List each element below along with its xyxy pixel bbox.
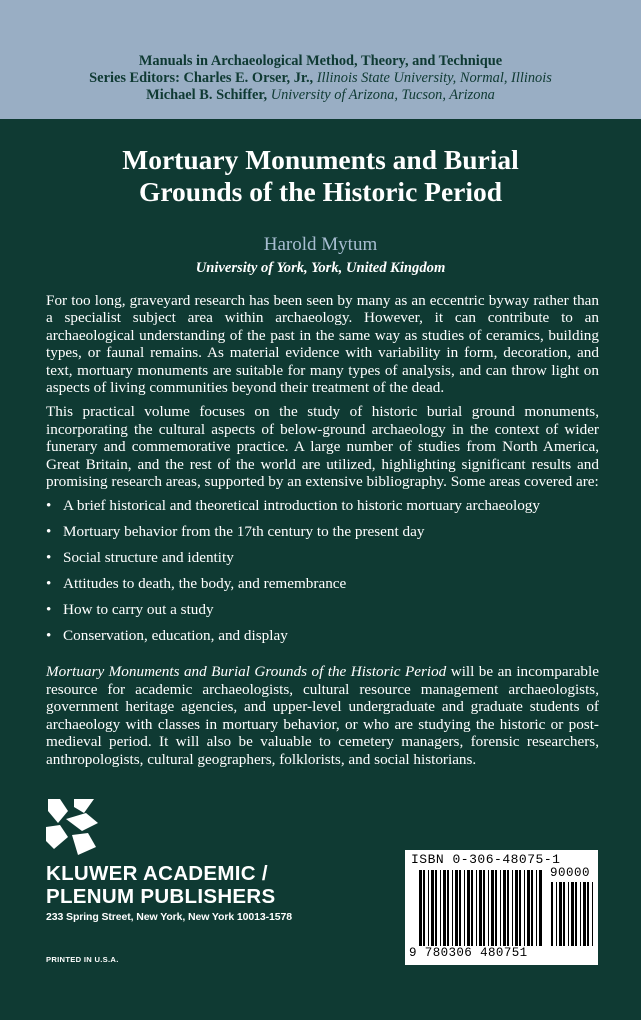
barcode-block bbox=[405, 850, 598, 965]
barcode-bar bbox=[524, 870, 525, 946]
barcode-bar bbox=[488, 870, 489, 946]
barcode-bar bbox=[519, 870, 521, 946]
list-item: • How to carry out a study bbox=[46, 601, 214, 619]
series-editor-2-affiliation: University of Arizona, Tucson, Arizona bbox=[270, 87, 495, 103]
series-header bbox=[0, 0, 641, 119]
barcode-bar bbox=[447, 870, 449, 946]
list-item: • Attitudes to death, the body, and remembrance bbox=[46, 575, 347, 593]
barcode-bar bbox=[559, 882, 562, 946]
barcode-bar bbox=[587, 882, 589, 946]
book-author: Harold Mytum bbox=[263, 234, 378, 255]
barcode-bar bbox=[464, 870, 465, 946]
publisher-name-line-1: KLUWER ACADEMIC / bbox=[46, 862, 268, 885]
barcode-bar bbox=[563, 882, 565, 946]
barcode-bar bbox=[435, 870, 437, 946]
bullet-icon: • bbox=[46, 549, 52, 567]
barcode-bar bbox=[455, 870, 458, 946]
barcode-bar bbox=[476, 870, 477, 946]
barcode-bar bbox=[479, 870, 482, 946]
list-item: • A brief historical and theoretical introduction to historic mortuary archaeology bbox=[46, 497, 540, 515]
barcode-bar bbox=[539, 870, 542, 946]
barcode-bar bbox=[531, 870, 533, 946]
barcode-bar bbox=[443, 870, 446, 946]
closing-book-title: Mortuary Monuments and Burial Grounds of the Historic Period bbox=[46, 663, 447, 681]
ean-digits: 9 780306 480751 bbox=[409, 946, 528, 960]
list-item: • Mortuary behavior from the 17th century to the present day bbox=[46, 523, 425, 541]
bullet-icon: • bbox=[46, 601, 52, 619]
barcode-bar bbox=[423, 870, 425, 946]
description-paragraph-1: For too long, graveyard research has been seen by many as an eccentric byway rather than a specialist subject area within archaeology. However, it can contribute to an archaeological understanding of the past in the same way as studies of ceramics, building types, or faunal remains. As material evidence with variability in form, decoration, and text, mortuary monuments are suitable for many types of analysis, and can throw light on aspects of living communities beyond their treatment of the dead. bbox=[46, 292, 599, 397]
barcode-bar bbox=[515, 870, 518, 946]
barcode-bar bbox=[592, 882, 593, 946]
series-editor-1-affiliation: Illinois State University, Normal, Illinois bbox=[316, 70, 552, 86]
barcode-bar bbox=[503, 870, 506, 946]
barcode-bar bbox=[495, 870, 497, 946]
barcode-bar bbox=[500, 870, 501, 946]
isbn-label: ISBN 0-306-48075-1 bbox=[411, 852, 561, 867]
topics-list bbox=[46, 497, 599, 653]
list-item: • Social structure and identity bbox=[46, 549, 234, 567]
barcode-bar bbox=[536, 870, 537, 946]
book-title bbox=[40, 144, 601, 208]
series-editors-label: Series Editors: bbox=[89, 70, 180, 86]
barcode-bar bbox=[428, 870, 429, 946]
series-editor-2-name: Michael B. Schiffer, bbox=[146, 87, 268, 103]
description-paragraph-2: This practical volume focuses on the study of historic burial ground monuments, incorporating the cultural aspects of below-ground archaeology in the context of wider funerary and commemorative practice. A large number of studies from North America, Great Britain, and the rest of the world are utilized, highlighting significant results and promising research areas, supported by an extensive bibliography. Some areas covered are: bbox=[46, 403, 599, 491]
bullet-icon: • bbox=[46, 627, 52, 645]
closing-text: will be an incomparable resource for academic archaeologists, cultural resource management archaeologists, government heritage agencies, and upper-level undergraduate and graduate students of archaeology with classes in mortuary behavior, or who are studying the historic or post-medieval period. It will also be valuable to cemetery managers, forensic researchers, anthropologists, cultural geographers, folklorists, and social historians. bbox=[46, 663, 599, 768]
barcode-bar bbox=[571, 882, 574, 946]
publisher-logo-icon bbox=[44, 797, 100, 857]
barcode-bar bbox=[431, 870, 434, 946]
publisher-name-line-2: PLENUM PUBLISHERS bbox=[46, 885, 276, 908]
author-affiliation: University of York, York, United Kingdom bbox=[195, 260, 446, 276]
barcode-bar bbox=[556, 882, 557, 946]
book-title-line-2: Grounds of the Historic Period bbox=[138, 176, 503, 207]
book-title-line-1: Mortuary Monuments and Burial bbox=[122, 144, 519, 175]
printed-in-label: PRINTED IN U.S.A. bbox=[46, 955, 119, 964]
publisher-name bbox=[46, 862, 275, 908]
series-editors-line-2 bbox=[0, 87, 641, 104]
barcode-bar bbox=[452, 870, 453, 946]
series-editors-line-1 bbox=[0, 70, 641, 87]
list-item: • Conservation, education, and display bbox=[46, 627, 288, 645]
barcode-bar bbox=[568, 882, 569, 946]
barcode-bar bbox=[491, 870, 494, 946]
barcode-bar bbox=[440, 870, 441, 946]
barcode-bar bbox=[419, 870, 422, 946]
barcode-bar bbox=[575, 882, 577, 946]
publisher-address: 233 Spring Street, New York, New York 10013-1578 bbox=[46, 911, 292, 923]
barcode-bar bbox=[583, 882, 586, 946]
series-editor-1-name: Charles E. Orser, Jr., bbox=[183, 70, 314, 86]
barcode-bar bbox=[459, 870, 461, 946]
price-code: 90000 bbox=[550, 866, 591, 880]
description-paragraph-3 bbox=[46, 663, 599, 767]
book-description bbox=[46, 292, 599, 775]
barcode-bar bbox=[467, 870, 470, 946]
barcode-bar bbox=[507, 870, 509, 946]
bullet-icon: • bbox=[46, 575, 52, 593]
barcode-bar bbox=[551, 882, 553, 946]
barcode-bar bbox=[471, 870, 473, 946]
barcode-bar bbox=[512, 870, 513, 946]
barcode-bar bbox=[527, 870, 530, 946]
series-title: Manuals in Archaeological Method, Theory, and Technique bbox=[138, 53, 503, 69]
bullet-icon: • bbox=[46, 497, 52, 515]
bullet-icon: • bbox=[46, 523, 52, 541]
barcode-bar bbox=[483, 870, 485, 946]
barcode-bar bbox=[580, 882, 581, 946]
